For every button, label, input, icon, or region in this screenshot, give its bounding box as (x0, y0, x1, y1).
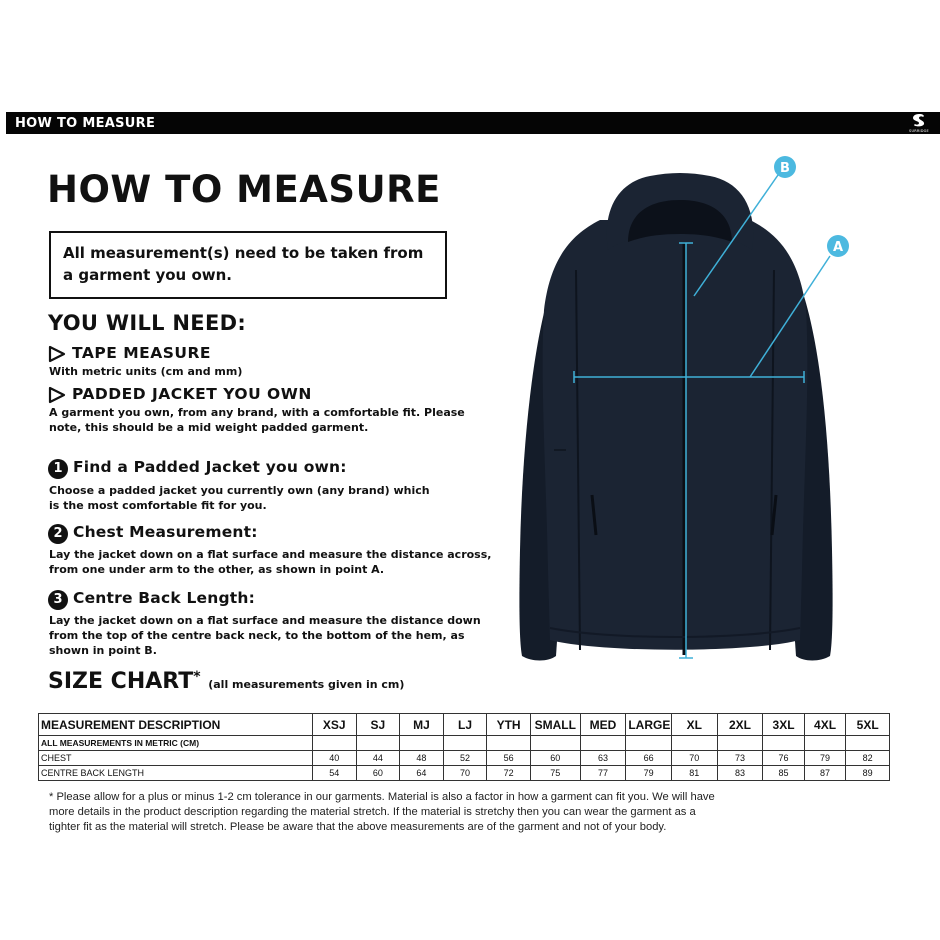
step-text: from the top of the centre back neck, to the bottom of the hem, as (49, 629, 465, 642)
page-title: HOW TO MEASURE (47, 168, 441, 211)
table-cell: 40 (312, 751, 356, 766)
size-header: LJ (443, 714, 487, 736)
step-text: Choose a padded jacket you currently own (any brand) which (49, 484, 430, 497)
table-cell: 89 (846, 766, 890, 781)
table-cell: 64 (400, 766, 444, 781)
table-cell: 44 (356, 751, 400, 766)
size-header: XL (671, 714, 717, 736)
table-cell: 77 (580, 766, 626, 781)
row-label: CENTRE BACK LENGTH (39, 766, 313, 781)
step-title: Chest Measurement: (73, 523, 258, 541)
need-item-desc-line: note, this should be a mid weight padded garment. (49, 421, 369, 434)
step-number-icon: 1 (48, 459, 68, 479)
table-cell: 54 (312, 766, 356, 781)
table-cell: 70 (671, 751, 717, 766)
table-cell: 63 (580, 751, 626, 766)
jacket-body (543, 220, 808, 650)
size-header: MJ (400, 714, 444, 736)
row-label: CHEST (39, 751, 313, 766)
step-number-icon: 2 (48, 524, 68, 544)
size-table (38, 713, 890, 781)
table-cell: 83 (717, 766, 763, 781)
table-cell: 79 (804, 751, 846, 766)
play-arrow-icon (48, 387, 66, 403)
size-chart-note: (all measurements given in cm) (208, 678, 405, 691)
need-item-desc-line: A garment you own, from any brand, with a comfortable fit. Please (49, 406, 465, 419)
size-header: MED (580, 714, 626, 736)
size-header: XSJ (312, 714, 356, 736)
footnote-line: * Please allow for a plus or minus 1-2 cm tolerance in our garments. Material is also a factor in how a garment can fit you. We will have (49, 791, 715, 803)
need-item-title: PADDED JACKET YOU OWN (72, 385, 312, 403)
table-cell: 82 (846, 751, 890, 766)
step-text: shown in point B. (49, 644, 157, 657)
step-title: Find a Padded Jacket you own: (73, 458, 347, 476)
label-b: B (780, 161, 790, 176)
table-cell: 56 (487, 751, 531, 766)
size-header: SMALL (530, 714, 580, 736)
brand-mark-icon (904, 113, 934, 128)
table-cell: 60 (530, 751, 580, 766)
table-row (39, 736, 890, 751)
step-text: is the most comfortable fit for you. (49, 499, 267, 512)
banner-title: HOW TO MEASURE (15, 116, 156, 131)
size-chart-star: * (193, 669, 201, 685)
size-header: 4XL (804, 714, 846, 736)
table-cell: 81 (671, 766, 717, 781)
step-number-icon: 3 (48, 590, 68, 610)
label-a: A (832, 240, 844, 255)
table-cell: 85 (763, 766, 805, 781)
table-cell: 79 (626, 766, 672, 781)
footnote-line: more details in the product description regarding the material stretch. If the material is stretchy then you can wear the garment as a (49, 806, 696, 818)
header-description: MEASUREMENT DESCRIPTION (39, 714, 313, 736)
metric-label: ALL MEASUREMENTS IN METRIC (CM) (39, 736, 313, 751)
table-cell: 52 (443, 751, 487, 766)
table-cell: 48 (400, 751, 444, 766)
brand-name: SURRIDGE (909, 129, 929, 133)
size-header: LARGE (626, 714, 672, 736)
footnote (49, 790, 769, 835)
size-header: SJ (356, 714, 400, 736)
jacket-diagram (510, 150, 844, 670)
step-text: Lay the jacket down on a flat surface and measure the distance down (49, 614, 481, 627)
need-item-desc: With metric units (cm and mm) (49, 365, 243, 378)
footnote-line: tighter fit as the material will stretch. Please be aware that the above measurements are of the garment and not of your body. (49, 821, 667, 833)
notice-box: All measurement(s) need to be taken from a garment you own. (49, 231, 447, 299)
table-cell: 76 (763, 751, 805, 766)
table-row (39, 766, 890, 781)
table-cell: 73 (717, 751, 763, 766)
size-table-header (39, 714, 890, 736)
table-cell: 70 (443, 766, 487, 781)
brand-logo (904, 113, 934, 133)
size-header: 3XL (763, 714, 805, 736)
label-a-marker (827, 235, 849, 257)
size-chart-title: SIZE CHART (48, 669, 194, 694)
table-row (39, 751, 890, 766)
table-cell: 87 (804, 766, 846, 781)
size-header: 2XL (717, 714, 763, 736)
size-header: 5XL (846, 714, 890, 736)
step-title: Centre Back Length: (73, 589, 256, 607)
table-cell: 66 (626, 751, 672, 766)
jacket-illustration (519, 173, 832, 661)
size-chart-heading (48, 669, 404, 694)
table-cell: 75 (530, 766, 580, 781)
label-b-marker (774, 156, 796, 178)
step-text: from one under arm to the other, as shown in point A. (49, 563, 385, 576)
need-item-title: TAPE MEASURE (72, 344, 211, 362)
top-banner (6, 112, 940, 134)
you-will-need-heading: YOU WILL NEED: (48, 311, 247, 335)
play-arrow-icon (48, 346, 66, 362)
table-cell: 72 (487, 766, 531, 781)
step-text: Lay the jacket down on a flat surface and measure the distance across, (49, 548, 492, 561)
table-cell: 60 (356, 766, 400, 781)
size-header: YTH (487, 714, 531, 736)
